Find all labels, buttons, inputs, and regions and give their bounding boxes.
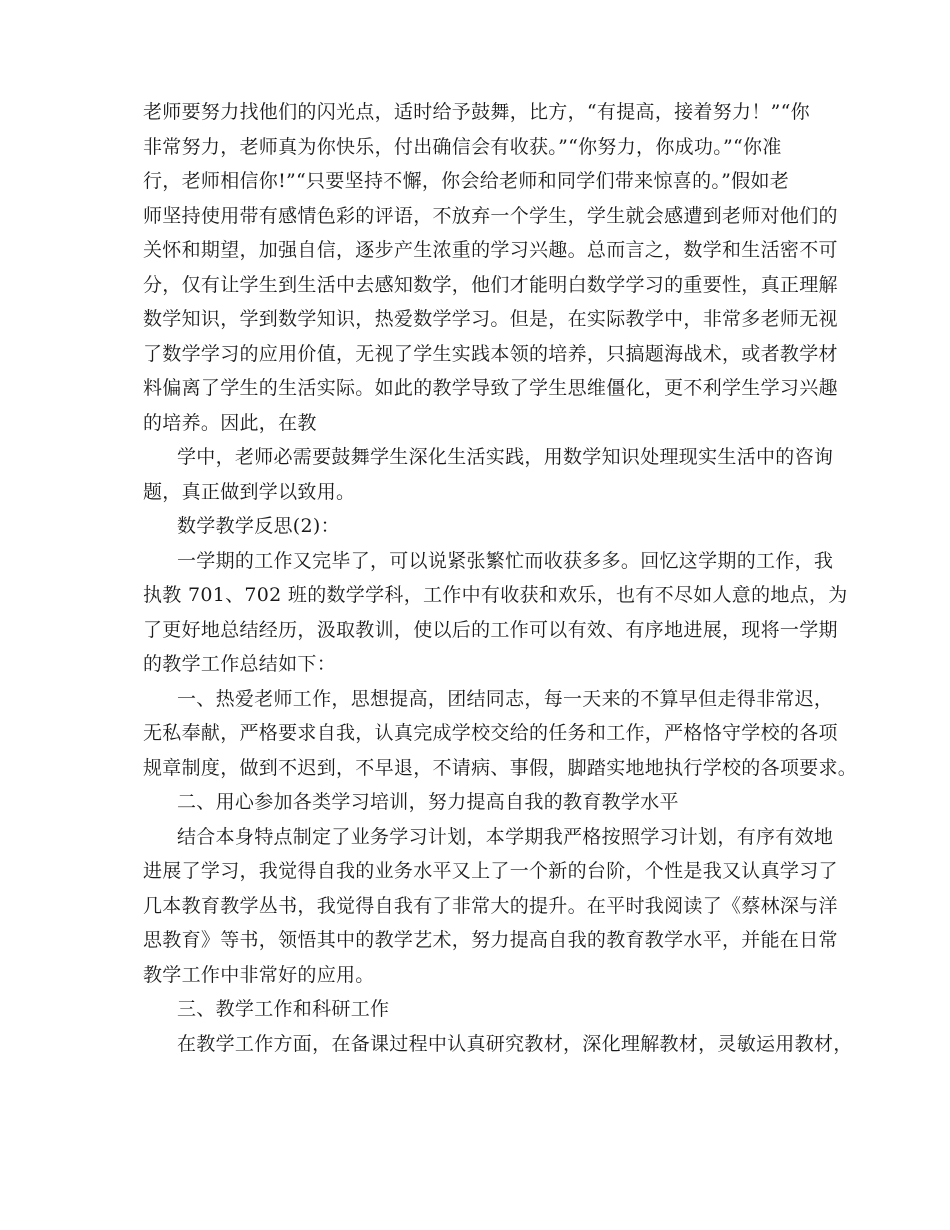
text-line: 思教育》等书，领悟其中的教学艺术，努力提高自我的教育教学水平，并能在日常: [143, 929, 838, 951]
text-line: 结合本身特点制定了业务学习计划，本学期我严格按照学习计划，有序有效地: [177, 825, 834, 848]
text-line: 数学教学反思(2)：: [177, 515, 340, 537]
text-line: 规章制度，做到不迟到，不早退，不请病、事假，脚踏实地地执行学校的各项要求。: [143, 756, 858, 779]
text-line: 料偏离了学生的生活实际。如此的教学导致了学生思维僵化，更不利学生学习兴趣: [143, 377, 838, 399]
text-line: 几本教育教学丛书，我觉得自我有了非常大的提升。在平时我阅读了《蔡林深与洋: [143, 894, 838, 917]
text-line: 无私奉献，严格要求自我，认真完成学校交给的任务和工作，严格恪守学校的各项: [143, 722, 838, 744]
text-line: 一、热爱老师工作，思想提高，团结同志，每一天来的不算早但走得非常迟，: [177, 687, 834, 710]
text-line: 行，老师相信你!”“只要坚持不懈，你会给老师和同学们带来惊喜的。”假如老: [143, 170, 790, 192]
text-line: 的培养。因此，在教: [143, 411, 317, 434]
text-line: 非常努力，老师真为你快乐，付出确信会有收获。”“你努力，你成功。”“你准: [143, 135, 782, 158]
text-line: 关怀和期望，加强自信，逐步产生浓重的学习兴趣。总而言之，数学和生活密不可: [143, 239, 838, 261]
text-line: 三、教学工作和科研工作: [177, 998, 390, 1020]
text-line: 分，仅有让学生到生活中去感知数学，他们才能明白数学学习的重要性，真正理解: [143, 273, 838, 296]
text-line: 执教 701、702 班的数学学科，工作中有收获和欢乐，也有不尽如人意的地点，为: [143, 584, 848, 606]
text-line: 数学知识，学到数学知识，热爱数学学习。但是，在实际教学中，非常多老师无视: [143, 308, 838, 330]
text-line: 学中，老师必需要鼓舞学生深化生活实践，用数学知识处理现实生活中的咨询: [177, 446, 834, 468]
text-line: 在教学工作方面，在备课过程中认真研究教材，深化理解教材，灵敏运用教材，: [177, 1032, 853, 1055]
text-line: 教学工作中非常好的应用。: [143, 963, 375, 986]
text-line: 题，真正做到学以致用。: [143, 480, 356, 503]
document-page: [143, 95, 858, 1061]
text-line: 师坚持使用带有感情色彩的评语，不放弃一个学生，学生就会感遭到老师对他们的: [143, 204, 838, 227]
text-line: 一学期的工作又完毕了，可以说紧张繁忙而收获多多。回忆这学期的工作，我: [177, 549, 834, 572]
text-line: 了数学学习的应用价值，无视了学生实践本领的培养，只搞题海战术，或者教学材: [143, 342, 838, 365]
text-line: 二、用心参加各类学习培训，努力提高自我的教育教学水平: [177, 791, 679, 813]
text-line: 老师要努力找他们的闪光点，适时给予鼓舞，比方，“有提高，接着努力！”“你: [143, 101, 810, 123]
text-line: 了更好地总结经历，汲取教训，使以后的工作可以有效、有序地进展，现将一学期: [143, 618, 838, 641]
text-line: 进展了学习，我觉得自我的业务水平又上了一个新的台阶，个性是我又认真学习了: [143, 860, 838, 882]
text-line: 的教学工作总结如下：: [143, 653, 337, 675]
